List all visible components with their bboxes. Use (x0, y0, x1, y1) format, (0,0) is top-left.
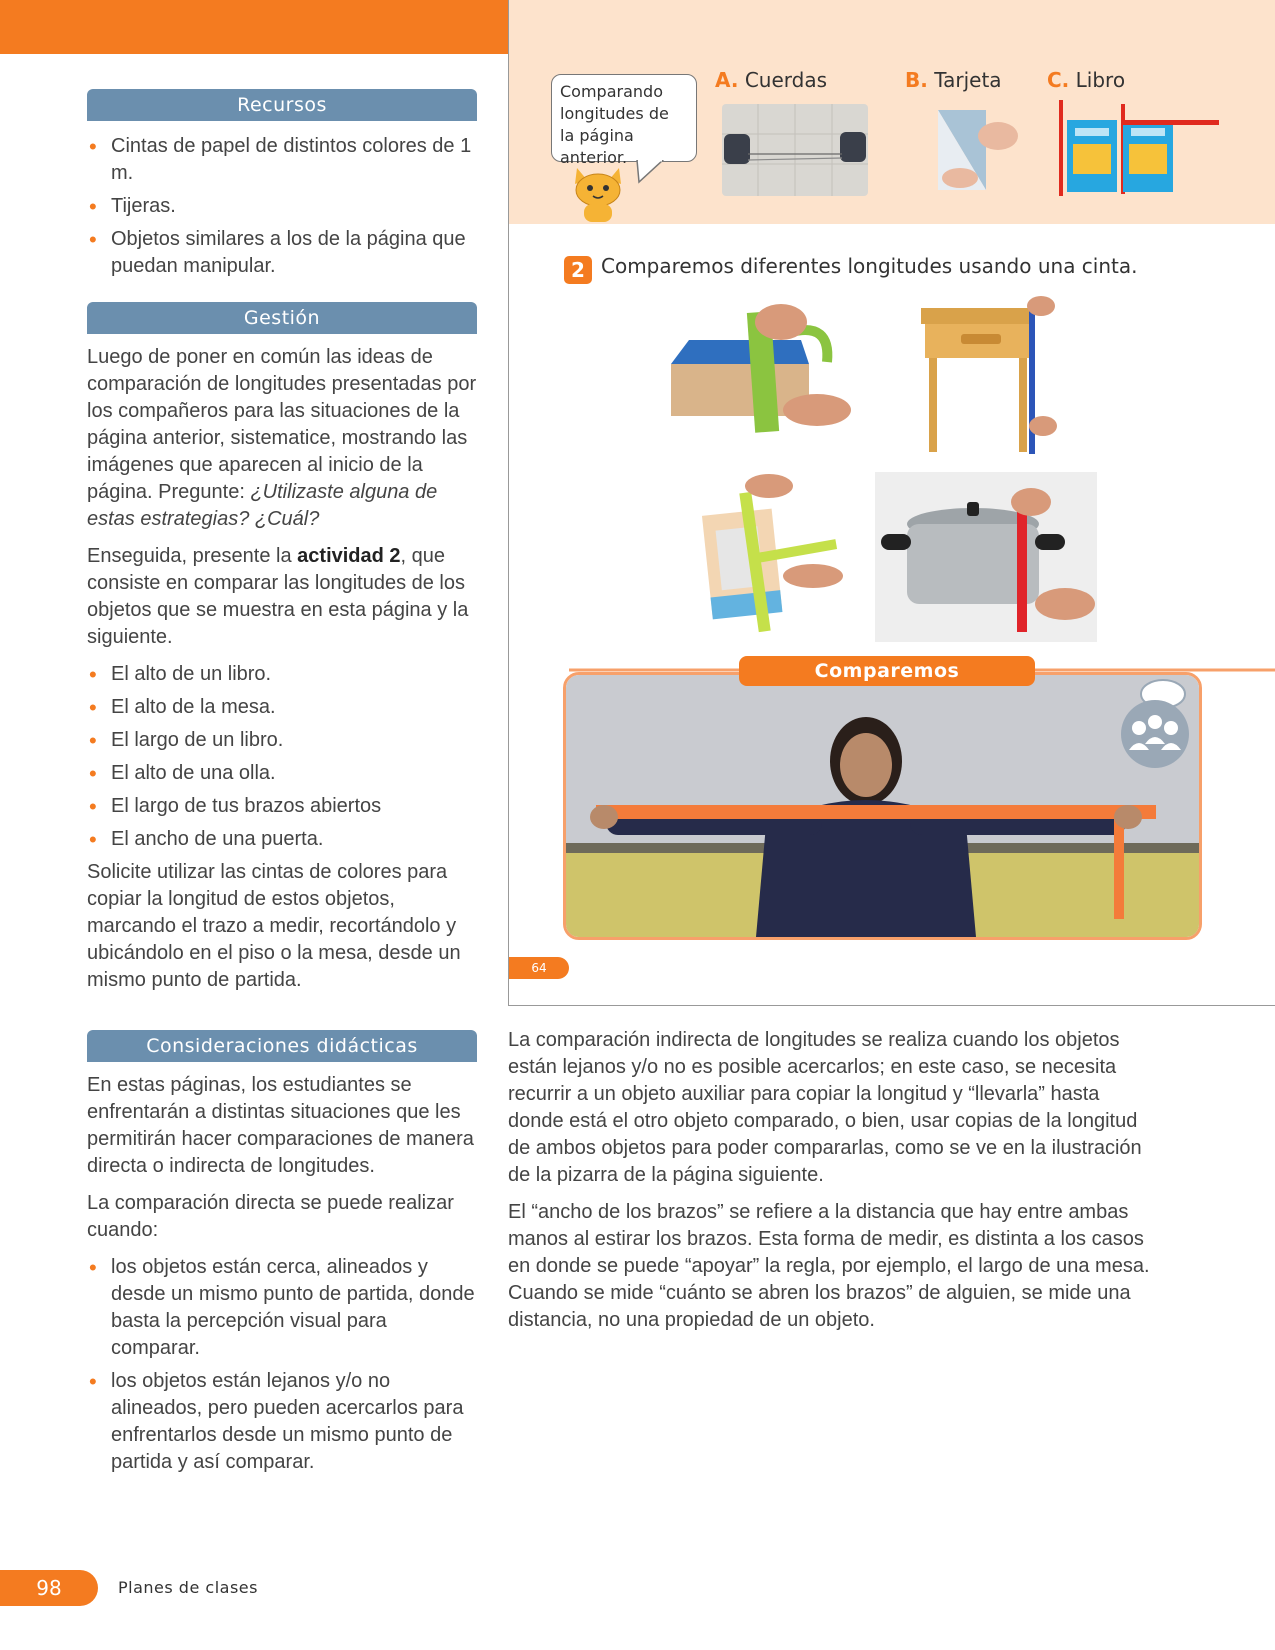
list-item: • El largo de tus brazos abiertos (87, 793, 477, 820)
recursos-list (87, 133, 477, 280)
recursos-section (87, 89, 477, 286)
pot-ribbon-photo (875, 472, 1097, 642)
gestion-p2-pre: Enseguida, presente la (87, 545, 298, 567)
gestion-heading: Gestión (87, 302, 477, 334)
gestion-paragraph-3: Solicite utilizar las cintas de colores para copiar la longitud de estos objetos, marcando el trazo a medir, recortándolo y ubicándolo en el piso o la mesa, desde un mismo punto de partida. (87, 861, 461, 991)
cuerdas-photo (722, 104, 868, 196)
list-item: • Cintas de papel de distintos colores de 1 m. (87, 133, 477, 187)
option-b-label (905, 68, 1002, 92)
footer-label: Planes de clases (118, 1578, 258, 1597)
consideraciones-heading: Consideraciones didácticas (87, 1030, 477, 1062)
option-c-label (1047, 68, 1125, 92)
list-item: • El ancho de una puerta. (87, 826, 477, 853)
consideraciones-paragraph-2: La comparación directa se puede realizar cuando: (87, 1192, 454, 1241)
gestion-paragraph-2 (87, 543, 477, 651)
list-item: • El alto de una olla. (87, 760, 477, 787)
activity-title: Comparemos diferentes longitudes usando una cinta. (601, 254, 1138, 278)
list-item: • El alto de un libro. (87, 661, 477, 688)
option-text: Tarjeta (934, 68, 1002, 92)
list-item: • El largo de un libro. (87, 727, 477, 754)
gestion-paragraph-1 (87, 344, 477, 533)
book-ribbon-photo (641, 292, 863, 448)
right-text-body (508, 1027, 1158, 1344)
table-ribbon-photo (911, 292, 1057, 462)
list-item: • El alto de la mesa. (87, 694, 477, 721)
right-paragraph-2: El “ancho de los brazos” se refiere a la distancia que hay entre ambas manos al estirar los brazos. Esta forma de medir, es distinta a los casos en donde se puede “apoyar” la regla, por ejemplo, el largo de una mesa. Cuando se mide “cuánto se abren los brazos” de alguien, se mide una distancia, no una propiedad de un objeto. (508, 1201, 1150, 1331)
tarjeta-photo (934, 106, 1018, 194)
header-bar (0, 0, 508, 54)
speech-bubble: Comparando longitudes de la página anterior. (551, 74, 697, 162)
list-item: • Objetos similares a los de la página que puedan manipular. (87, 226, 477, 280)
gestion-section (87, 302, 477, 1004)
cat-mascot-icon (569, 164, 627, 222)
option-text: Libro (1075, 68, 1126, 92)
book-height-photo (697, 472, 847, 640)
gestion-question: ¿Utilizaste alguna de estas estrategias? ¿Cuál? (87, 481, 438, 530)
page-number: 98 (0, 1570, 98, 1606)
right-paragraph-1: La comparación indirecta de longitudes se realiza cuando los objetos están lejanos y/o no es posible acercarlos; en este caso, se necesita recurrir a un objeto auxiliar para copiar la longitud y “llevarla” hasta donde está el otro objeto comparado, o bien, usar copias de la longitud de ambos objetos para poder compararlas, como se ve en la ilustración de la pizarra de la página siguiente. (508, 1029, 1142, 1186)
student-page-number: 64 (509, 957, 569, 979)
consideraciones-list (87, 1254, 477, 1476)
option-letter: C. (1047, 68, 1070, 92)
activity-number: 2 (564, 256, 592, 284)
option-letter: A. (715, 68, 739, 92)
libro-photo (1057, 100, 1221, 196)
activity-reference: actividad 2 (297, 545, 401, 567)
option-a-label (715, 68, 827, 92)
option-text: Cuerdas (744, 68, 827, 92)
consideraciones-body (87, 1072, 477, 1476)
recursos-heading: Recursos (87, 89, 477, 121)
gestion-list (87, 661, 477, 853)
gestion-p1-text: Luego de poner en común las ideas de comparación de longitudes presentadas por los compañeros para las situaciones de la página anterior, sistematice, mostrando las imágenes que aparecen al inicio de la página. Pregunte: (87, 346, 477, 503)
group-discussion-icon (1117, 676, 1193, 768)
student-page (508, 0, 1275, 1006)
list-item: • los objetos están lejanos y/o no alineados, pero pueden acercarlos para enfrentarlos desde un mismo punto de partida y así comparar. (87, 1368, 477, 1476)
list-item: • Tijeras. (87, 193, 477, 220)
comparemos-tab: Comparemos (739, 656, 1035, 686)
gestion-body (87, 344, 477, 994)
girl-arms-photo (563, 672, 1202, 940)
consideraciones-paragraph-1: En estas páginas, los estudiantes se enfrentarán a distintas situaciones que les permitirán hacer comparaciones de manera directa o indirecta de longitudes. (87, 1074, 474, 1177)
consideraciones-section (87, 1030, 477, 1482)
bubble-tail-icon (635, 160, 665, 184)
option-letter: B. (905, 68, 928, 92)
gestion-p2-post: , que consiste en comparar las longitudes de los objetos que se muestra en esta página y la siguiente. (87, 545, 469, 648)
list-item: • los objetos están cerca, alineados y desde un mismo punto de partida, donde basta la percepción visual para comparar. (87, 1254, 477, 1362)
